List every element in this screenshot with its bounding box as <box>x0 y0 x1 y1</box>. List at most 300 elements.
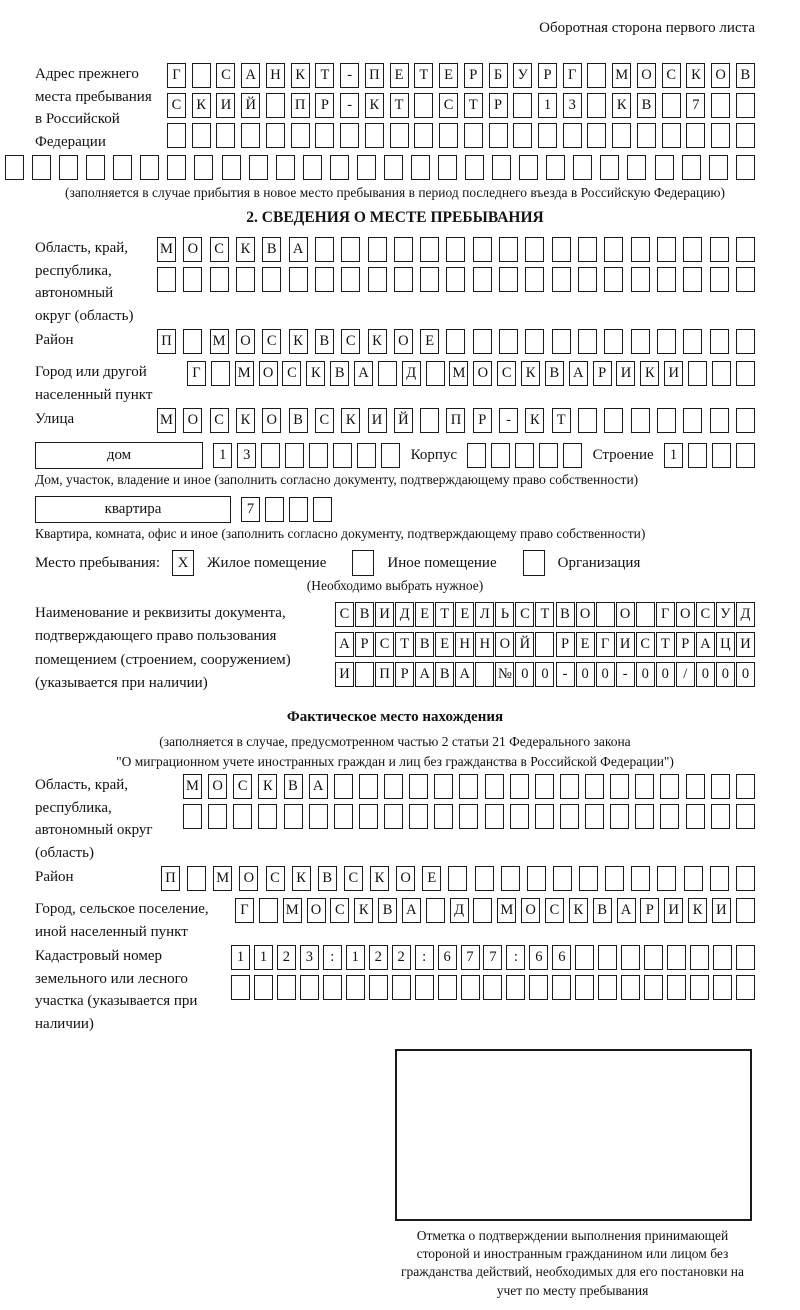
char-cell <box>552 975 571 1000</box>
kvartira-note: Квартира, комната, офис и иное (заполнить согласно документу, подтверждающему право собственности) <box>35 526 646 541</box>
char-cell <box>686 804 705 829</box>
char-cell <box>309 443 328 468</box>
mesto-note: (Необходимо выбрать нужное) <box>306 578 484 593</box>
char-cell: Й <box>515 632 534 657</box>
char-cell <box>277 975 296 1000</box>
organizatsiya-label: Организация <box>557 554 641 571</box>
char-cell <box>637 123 656 148</box>
char-cell: Г <box>187 361 206 386</box>
char-cell <box>323 975 342 1000</box>
char-cell: Л <box>475 602 494 627</box>
char-grid-row <box>5 155 755 180</box>
char-cell <box>736 155 755 180</box>
char-cell <box>560 774 579 799</box>
char-cell: О <box>637 63 656 88</box>
char-cell: И <box>216 93 235 118</box>
ulitsa-grid <box>157 408 755 438</box>
char-grid-row <box>183 804 755 829</box>
char-cell: В <box>435 662 454 687</box>
char-cell: И <box>375 602 394 627</box>
char-cell <box>610 804 629 829</box>
char-cell: П <box>365 63 384 88</box>
char-cell: О <box>183 237 202 262</box>
char-cell: П <box>446 408 465 433</box>
char-cell: У <box>513 63 532 88</box>
fact-raion-grid <box>161 866 755 896</box>
char-cell: С <box>545 898 564 923</box>
dom-cells <box>213 443 400 468</box>
char-cell <box>736 361 755 386</box>
char-cell <box>688 361 707 386</box>
char-cell: М <box>497 898 516 923</box>
char-cell: Р <box>676 632 695 657</box>
char-cell: А <box>241 63 260 88</box>
gorod-grid <box>187 361 755 391</box>
char-cell <box>258 804 277 829</box>
char-cell: - <box>499 408 518 433</box>
char-cell: Т <box>414 63 433 88</box>
char-cell: 0 <box>515 662 534 687</box>
char-cell <box>259 898 278 923</box>
char-cell <box>529 975 548 1000</box>
char-cell <box>736 267 755 292</box>
char-grid-row <box>167 93 755 118</box>
char-cell <box>635 774 654 799</box>
dom-row <box>35 442 755 469</box>
char-cell: М <box>612 63 631 88</box>
fact-field-raion <box>35 866 755 896</box>
char-cell: Т <box>464 93 483 118</box>
char-cell: Р <box>395 662 414 687</box>
char-cell: Р <box>355 632 374 657</box>
char-cell <box>736 329 755 354</box>
char-cell <box>276 155 295 180</box>
char-cell <box>446 267 465 292</box>
prev-address-label: Адрес прежнего места пребывания в Российской Федерации <box>35 66 152 150</box>
char-cell <box>194 155 213 180</box>
char-cell: О <box>183 408 202 433</box>
char-cell <box>546 155 565 180</box>
char-cell: В <box>318 866 337 891</box>
inoe-label: Иное помещение <box>387 554 497 571</box>
char-cell <box>289 267 308 292</box>
char-cell <box>459 804 478 829</box>
char-cell <box>736 408 755 433</box>
char-cell <box>711 774 730 799</box>
char-cell <box>598 945 617 970</box>
char-cell: А <box>617 898 636 923</box>
char-grid-row <box>231 975 755 1000</box>
char-cell: - <box>340 63 359 88</box>
char-cell <box>289 497 308 522</box>
char-cell <box>506 975 525 1000</box>
char-cell <box>501 866 520 891</box>
char-cell: 7 <box>461 945 480 970</box>
char-cell: 3 <box>237 443 256 468</box>
kvartira-box: квартира <box>35 496 231 523</box>
char-cell <box>736 237 755 262</box>
char-cell <box>600 155 619 180</box>
char-cell: О <box>576 602 595 627</box>
char-cell <box>657 237 676 262</box>
char-cell <box>736 123 755 148</box>
char-cell <box>563 123 582 148</box>
char-cell <box>167 155 186 180</box>
char-cell: В <box>330 361 349 386</box>
char-cell <box>394 267 413 292</box>
char-cell: М <box>213 866 232 891</box>
char-cell <box>284 804 303 829</box>
char-cell: 2 <box>392 945 411 970</box>
char-cell <box>315 123 334 148</box>
char-cell <box>415 975 434 1000</box>
char-cell <box>411 155 430 180</box>
char-cell: И <box>736 632 755 657</box>
char-cell <box>359 804 378 829</box>
field-label: Район <box>35 332 74 348</box>
char-cell <box>341 237 360 262</box>
char-cell <box>384 155 403 180</box>
char-cell <box>233 804 252 829</box>
char-cell <box>510 804 529 829</box>
char-cell <box>446 329 465 354</box>
char-cell <box>644 975 663 1000</box>
char-cell <box>631 329 650 354</box>
char-cell: О <box>394 329 413 354</box>
char-cell: : <box>415 945 434 970</box>
char-cell: К <box>640 361 659 386</box>
field-label: Район <box>35 869 74 885</box>
char-cell <box>683 237 702 262</box>
char-cell <box>448 866 467 891</box>
char-cell: 1 <box>254 945 273 970</box>
char-cell: Р <box>315 93 334 118</box>
char-cell <box>598 975 617 1000</box>
char-cell <box>183 804 202 829</box>
back-side-note: Оборотная сторона первого листа <box>539 20 755 36</box>
char-cell <box>519 155 538 180</box>
char-cell <box>585 804 604 829</box>
zhiloe-label: Жилое помещение <box>207 554 327 571</box>
char-cell: К <box>258 774 277 799</box>
char-cell <box>157 267 176 292</box>
char-cell: К <box>370 866 389 891</box>
char-cell <box>587 63 606 88</box>
char-cell: О <box>396 866 415 891</box>
char-cell: С <box>439 93 458 118</box>
char-cell <box>334 804 353 829</box>
char-cell <box>473 329 492 354</box>
char-cell <box>300 975 319 1000</box>
char-cell: К <box>192 93 211 118</box>
char-cell: Е <box>390 63 409 88</box>
char-cell: Н <box>266 63 285 88</box>
char-cell <box>249 155 268 180</box>
char-cell <box>621 975 640 1000</box>
char-cell <box>309 804 328 829</box>
char-cell: А <box>696 632 715 657</box>
char-cell: Р <box>538 63 557 88</box>
prev-address-grid <box>167 63 755 153</box>
char-cell: Т <box>390 93 409 118</box>
char-cell: С <box>497 361 516 386</box>
char-cell <box>483 975 502 1000</box>
char-cell: 6 <box>438 945 457 970</box>
prev-address-note: (заполняется в случае прибытия в новое место пребывания в период последнего въезда в Российскую Федерацию) <box>64 185 726 200</box>
char-cell <box>499 267 518 292</box>
fact-section-title: Фактическое место нахождения <box>286 709 504 725</box>
char-cell: : <box>323 945 342 970</box>
char-cell: К <box>236 237 255 262</box>
char-cell <box>627 155 646 180</box>
char-cell <box>515 443 534 468</box>
char-cell: 1 <box>664 443 683 468</box>
char-cell <box>690 945 709 970</box>
char-cell: 7 <box>686 93 705 118</box>
char-cell: Г <box>563 63 582 88</box>
char-cell: И <box>712 898 731 923</box>
char-cell: К <box>368 329 387 354</box>
char-cell: С <box>262 329 281 354</box>
field-label: Область, край, республика, автономный округ (область) <box>35 240 134 324</box>
char-cell <box>285 443 304 468</box>
char-cell <box>604 329 623 354</box>
char-cell: И <box>616 632 635 657</box>
zhiloe-checkbox: X <box>172 550 194 576</box>
fact-gorod-grid <box>235 898 755 928</box>
field-label: Наименование и реквизиты документа, подтверждающего право пользования помещением (строением, сооружением) (указывается при наличии) <box>35 605 291 691</box>
char-cell: С <box>636 632 655 657</box>
char-cell <box>587 123 606 148</box>
char-cell: Д <box>402 361 421 386</box>
char-cell <box>683 267 702 292</box>
char-cell: С <box>662 63 681 88</box>
char-cell: : <box>506 945 525 970</box>
char-cell: С <box>330 898 349 923</box>
char-cell <box>467 443 486 468</box>
char-cell: В <box>378 898 397 923</box>
char-cell: Г <box>596 632 615 657</box>
char-cell: Е <box>435 632 454 657</box>
char-cell: 0 <box>535 662 554 687</box>
char-cell: О <box>676 602 695 627</box>
char-cell: 6 <box>529 945 548 970</box>
char-cell <box>210 267 229 292</box>
char-cell <box>222 155 241 180</box>
char-cell <box>414 93 433 118</box>
char-cell: - <box>556 662 575 687</box>
char-cell: Е <box>420 329 439 354</box>
char-cell: К <box>612 93 631 118</box>
fact-field-oblast <box>35 774 755 864</box>
char-cell <box>657 866 676 891</box>
char-cell <box>211 361 230 386</box>
char-cell <box>346 975 365 1000</box>
char-cell <box>439 123 458 148</box>
char-cell <box>426 898 445 923</box>
char-cell: С <box>216 63 235 88</box>
char-cell <box>657 408 676 433</box>
char-cell <box>604 408 623 433</box>
char-cell <box>86 155 105 180</box>
char-cell <box>621 945 640 970</box>
char-cell <box>355 662 374 687</box>
char-cell: К <box>521 361 540 386</box>
char-cell: О <box>239 866 258 891</box>
char-cell <box>254 975 273 1000</box>
char-cell: А <box>289 237 308 262</box>
char-cell: О <box>208 774 227 799</box>
char-cell: К <box>306 361 325 386</box>
char-cell <box>183 267 202 292</box>
char-cell <box>192 123 211 148</box>
char-cell <box>610 774 629 799</box>
kadastr-grid <box>231 945 755 1005</box>
field-ulitsa <box>35 408 755 438</box>
char-cell: 0 <box>696 662 715 687</box>
char-cell <box>378 361 397 386</box>
char-cell: М <box>157 408 176 433</box>
char-cell <box>604 237 623 262</box>
char-cell: Р <box>489 93 508 118</box>
char-cell <box>552 267 571 292</box>
char-cell <box>612 123 631 148</box>
char-grid-row <box>157 408 755 433</box>
char-cell <box>605 866 624 891</box>
char-cell: Н <box>475 632 494 657</box>
char-cell: Н <box>455 632 474 657</box>
char-cell: В <box>736 63 755 88</box>
char-grid-row <box>335 602 755 627</box>
char-cell <box>709 155 728 180</box>
field-label: Улица <box>35 411 75 427</box>
char-cell <box>560 804 579 829</box>
char-cell: С <box>167 93 186 118</box>
char-cell: 1 <box>231 945 250 970</box>
char-cell <box>303 155 322 180</box>
char-cell <box>465 155 484 180</box>
char-cell: В <box>262 237 281 262</box>
char-cell: О <box>307 898 326 923</box>
char-cell: Г <box>656 602 675 627</box>
char-cell <box>579 866 598 891</box>
prev-address-field <box>35 63 755 153</box>
char-cell <box>525 329 544 354</box>
char-cell: В <box>315 329 334 354</box>
doc-grid <box>335 602 755 692</box>
char-cell: А <box>354 361 373 386</box>
char-cell: К <box>686 63 705 88</box>
char-cell <box>414 123 433 148</box>
char-grid-row <box>157 237 755 262</box>
char-cell: Е <box>439 63 458 88</box>
char-cell <box>535 804 554 829</box>
char-cell: К <box>525 408 544 433</box>
char-cell <box>333 443 352 468</box>
char-cell <box>683 329 702 354</box>
char-cell: 1 <box>213 443 232 468</box>
char-cell: 7 <box>483 945 502 970</box>
char-cell: 7 <box>241 497 260 522</box>
char-cell: 0 <box>636 662 655 687</box>
field-label: Город или другой населенный пункт <box>35 364 153 403</box>
char-cell <box>573 155 592 180</box>
char-cell <box>359 774 378 799</box>
char-cell: К <box>289 329 308 354</box>
char-cell <box>539 443 558 468</box>
char-cell: Е <box>422 866 441 891</box>
char-cell <box>32 155 51 180</box>
fact-field-kadastr <box>35 945 755 1035</box>
char-cell <box>420 408 439 433</box>
char-cell: И <box>664 361 683 386</box>
char-cell <box>384 804 403 829</box>
char-cell: 3 <box>563 93 582 118</box>
char-cell <box>291 123 310 148</box>
char-cell: Т <box>435 602 454 627</box>
char-cell <box>461 975 480 1000</box>
char-cell <box>578 408 597 433</box>
char-cell <box>473 237 492 262</box>
char-cell: 1 <box>538 93 557 118</box>
field-raion <box>35 329 755 359</box>
char-cell: И <box>616 361 635 386</box>
char-cell: № <box>495 662 514 687</box>
char-cell: Г <box>167 63 186 88</box>
char-cell: М <box>283 898 302 923</box>
char-cell <box>688 443 707 468</box>
char-cell <box>491 443 510 468</box>
field-label: Кадастровый номер земельного или лесного участка (указывается при наличии) <box>35 948 198 1032</box>
char-cell <box>631 237 650 262</box>
char-cell: 0 <box>736 662 755 687</box>
char-cell <box>231 975 250 1000</box>
char-cell <box>527 866 546 891</box>
mesto-prebyvaniya-row <box>35 550 755 576</box>
char-cell: Е <box>415 602 434 627</box>
char-cell: М <box>449 361 468 386</box>
char-cell: К <box>365 93 384 118</box>
char-cell <box>266 123 285 148</box>
char-cell <box>636 602 655 627</box>
char-cell <box>485 804 504 829</box>
char-cell <box>365 123 384 148</box>
char-cell <box>140 155 159 180</box>
char-cell <box>513 123 532 148</box>
char-cell <box>575 975 594 1000</box>
char-cell <box>578 267 597 292</box>
char-cell <box>216 123 235 148</box>
char-cell <box>459 774 478 799</box>
char-cell: М <box>235 361 254 386</box>
char-cell <box>438 155 457 180</box>
char-cell: И <box>335 662 354 687</box>
char-cell: С <box>341 329 360 354</box>
char-cell: К <box>236 408 255 433</box>
char-cell: М <box>183 774 202 799</box>
char-cell: К <box>688 898 707 923</box>
char-cell <box>475 662 494 687</box>
char-cell <box>473 267 492 292</box>
dom-box: дом <box>35 442 203 469</box>
char-cell: С <box>210 408 229 433</box>
char-cell: Р <box>464 63 483 88</box>
char-cell: Ц <box>716 632 735 657</box>
char-cell <box>464 123 483 148</box>
char-cell: В <box>415 632 434 657</box>
char-cell <box>473 898 492 923</box>
korpus-cells <box>467 443 582 468</box>
